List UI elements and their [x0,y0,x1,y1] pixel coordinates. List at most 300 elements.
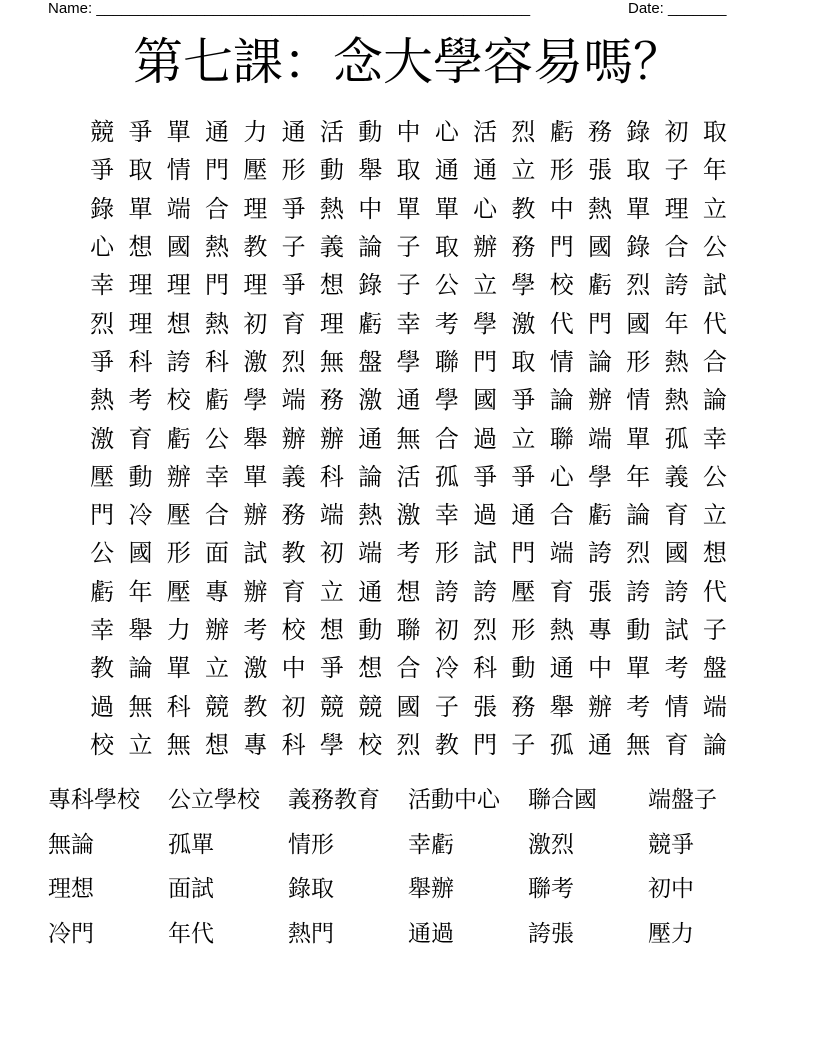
grid-cell[interactable]: 壓 [243,156,268,185]
grid-cell[interactable]: 公 [205,424,230,453]
grid-cell[interactable]: 考 [434,309,459,338]
grid-cell[interactable]: 舉 [128,616,153,644]
grid-cell[interactable]: 合 [396,654,421,683]
grid-cell[interactable]: 取 [434,233,459,262]
grid-cell[interactable]: 虧 [358,309,383,338]
grid-cell[interactable]: 情 [664,692,689,721]
grid-cell[interactable]: 門 [205,156,230,185]
grid-cell[interactable]: 舉 [549,692,574,721]
word-bank-item: 無論 [48,831,94,858]
grid-cell[interactable]: 情 [166,156,191,185]
grid-cell[interactable]: 幸 [434,501,459,530]
grid-cell[interactable]: 辦 [319,424,344,453]
grid-cell[interactable]: 立 [473,271,498,300]
grid-cell[interactable]: 門 [90,501,115,530]
grid-cell[interactable]: 單 [166,654,191,683]
grid-cell[interactable]: 初 [434,616,459,644]
grid-cell[interactable]: 虧 [90,577,115,606]
grid-cell[interactable]: 端 [358,539,383,568]
grid-cell[interactable]: 聯 [549,424,574,453]
grid-cell[interactable]: 想 [319,616,344,644]
grid-cell[interactable]: 考 [128,386,153,415]
grid-cell[interactable]: 育 [549,577,574,606]
grid-cell[interactable]: 合 [702,347,727,376]
grid-cell[interactable]: 形 [434,539,459,568]
grid-cell[interactable]: 國 [396,692,421,721]
grid-cell[interactable]: 端 [549,539,574,568]
grid-cell[interactable]: 心 [90,233,115,262]
grid-cell[interactable]: 科 [281,730,306,759]
grid-cell[interactable]: 立 [511,424,536,453]
grid-cell[interactable]: 辦 [588,386,612,415]
grid-cell[interactable]: 學 [473,309,498,338]
grid-cell[interactable]: 活 [396,462,421,491]
grid-cell[interactable]: 激 [396,501,421,530]
grid-cell[interactable]: 辦 [166,462,191,491]
grid-cell[interactable]: 年 [128,577,153,606]
grid-cell[interactable]: 校 [281,616,306,644]
grid-cell[interactable]: 情 [549,347,574,376]
grid-cell[interactable]: 熱 [90,386,115,415]
grid-cell[interactable]: 舉 [243,424,268,453]
grid-cell[interactable]: 義 [319,233,344,262]
grid-cell[interactable]: 心 [473,194,498,223]
grid-cell[interactable]: 虧 [549,118,574,147]
grid-cell[interactable]: 無 [396,424,421,453]
grid-cell[interactable]: 爭 [90,347,115,376]
grid-cell[interactable]: 子 [281,233,306,262]
grid-cell[interactable]: 單 [626,194,651,223]
word-bank-item: 孤單 [168,831,214,858]
grid-cell[interactable]: 義 [664,462,689,491]
grid-cell[interactable]: 公 [90,539,115,568]
grid-cell[interactable]: 公 [434,271,459,300]
grid-cell[interactable]: 論 [588,347,612,376]
grid-cell[interactable]: 形 [166,539,191,568]
grid-cell[interactable]: 動 [358,616,383,644]
grid-cell[interactable]: 舉 [358,156,383,185]
grid-cell[interactable]: 中 [549,194,574,223]
grid-cell[interactable]: 孤 [664,424,689,453]
grid-cell[interactable]: 激 [358,386,383,415]
word-bank-row [48,867,768,912]
grid-cell[interactable]: 虧 [588,271,612,300]
grid-cell[interactable]: 辦 [243,501,268,530]
grid-cell[interactable]: 單 [626,654,651,683]
grid-cell[interactable]: 張 [473,692,498,721]
grid-cell[interactable]: 論 [549,386,574,415]
grid-cell[interactable]: 熱 [588,194,612,223]
grid-cell[interactable]: 論 [702,730,727,759]
grid-cell[interactable]: 國 [664,539,689,568]
grid-cell[interactable]: 取 [626,156,651,185]
grid-cell[interactable]: 初 [281,692,306,721]
grid-cell[interactable]: 通 [588,730,612,759]
grid-cell[interactable]: 門 [473,347,498,376]
grid-cell[interactable]: 力 [243,118,268,147]
name-field-label: Name: ____________________________________________________ [48,0,531,17]
grid-cell[interactable]: 試 [664,616,689,644]
grid-cell[interactable]: 想 [396,577,421,606]
grid-cell[interactable]: 爭 [281,271,306,300]
grid-cell[interactable]: 烈 [626,271,651,300]
grid-cell[interactable]: 熱 [205,309,230,338]
grid-cell[interactable]: 理 [319,309,344,338]
grid-cell[interactable]: 中 [358,194,383,223]
grid-cell[interactable]: 學 [319,730,344,759]
grid-cell[interactable]: 形 [511,616,536,644]
grid-cell[interactable]: 爭 [319,654,344,683]
grid-cell[interactable]: 競 [205,692,230,721]
grid-row [83,228,735,266]
grid-cell[interactable]: 端 [319,501,344,530]
grid-cell[interactable]: 務 [511,692,536,721]
grid-cell[interactable]: 激 [243,347,268,376]
grid-cell[interactable]: 競 [358,692,383,721]
grid-cell[interactable]: 通 [434,156,459,185]
grid-cell[interactable]: 合 [205,194,230,223]
grid-cell[interactable]: 壓 [90,462,115,491]
grid-cell[interactable]: 代 [702,309,727,338]
grid-cell[interactable]: 聯 [434,347,459,376]
grid-cell[interactable]: 辦 [588,692,612,721]
grid-cell[interactable]: 通 [281,118,306,147]
grid-cell[interactable]: 熱 [549,616,574,644]
grid-cell[interactable]: 動 [626,616,651,644]
grid-cell[interactable]: 錄 [626,233,651,262]
grid-cell[interactable]: 育 [128,424,153,453]
grid-cell[interactable]: 教 [243,692,268,721]
grid-cell[interactable]: 國 [473,386,498,415]
grid-cell[interactable]: 初 [664,118,689,147]
grid-cell[interactable]: 教 [434,730,459,759]
grid-cell[interactable]: 公 [702,233,727,262]
grid-cell[interactable]: 務 [281,501,306,530]
grid-cell[interactable]: 學 [396,347,421,376]
grid-cell[interactable]: 學 [434,386,459,415]
grid-cell[interactable]: 端 [281,386,306,415]
grid-cell[interactable]: 代 [702,577,727,606]
grid-cell[interactable]: 育 [281,309,306,338]
grid-cell[interactable]: 形 [549,156,574,185]
grid-cell[interactable]: 考 [396,539,421,568]
grid-cell[interactable]: 激 [511,309,536,338]
grid-cell[interactable]: 立 [511,156,536,185]
grid-cell[interactable]: 爭 [511,462,536,491]
grid-cell[interactable]: 通 [549,654,574,683]
grid-cell[interactable]: 育 [664,730,689,759]
grid-cell[interactable]: 端 [702,692,727,721]
grid-cell[interactable]: 張 [588,156,612,185]
grid-cell[interactable]: 科 [473,654,498,683]
grid-cell[interactable]: 論 [702,386,727,415]
grid-cell[interactable]: 門 [473,730,498,759]
grid-cell[interactable]: 動 [319,156,344,185]
grid-cell[interactable]: 誇 [473,577,498,606]
grid-cell[interactable]: 壓 [166,577,191,606]
grid-cell[interactable]: 熱 [664,347,689,376]
grid-cell[interactable]: 初 [319,539,344,568]
grid-cell[interactable]: 爭 [511,386,536,415]
grid-cell[interactable]: 烈 [511,118,536,147]
grid-cell[interactable]: 通 [511,501,536,530]
grid-cell[interactable]: 誇 [664,271,689,300]
grid-cell[interactable]: 論 [626,501,651,530]
grid-cell[interactable]: 競 [90,118,115,147]
grid-cell[interactable]: 活 [319,118,344,147]
grid-row [83,266,735,304]
grid-cell[interactable]: 年 [626,462,651,491]
grid-cell[interactable]: 通 [358,424,383,453]
grid-cell[interactable]: 專 [205,577,230,606]
grid-cell[interactable]: 幸 [205,462,230,491]
grid-cell[interactable]: 盤 [702,654,727,683]
grid-cell[interactable]: 理 [128,271,153,300]
grid-cell[interactable]: 想 [358,654,383,683]
grid-cell[interactable]: 年 [702,156,727,185]
grid-cell[interactable]: 競 [319,692,344,721]
grid-cell[interactable]: 單 [434,194,459,223]
grid-cell[interactable]: 想 [702,539,727,568]
grid-cell[interactable]: 理 [243,271,268,300]
grid-cell[interactable]: 通 [396,386,421,415]
grid-cell[interactable]: 面 [205,539,230,568]
grid-cell[interactable]: 學 [511,271,536,300]
grid-cell[interactable]: 形 [281,156,306,185]
grid-cell[interactable]: 國 [128,539,153,568]
grid-cell[interactable]: 想 [319,271,344,300]
grid-cell[interactable]: 國 [626,309,651,338]
grid-cell[interactable]: 合 [549,501,574,530]
grid-cell[interactable]: 育 [281,577,306,606]
grid-cell[interactable]: 端 [166,194,191,223]
grid-cell[interactable]: 論 [358,233,383,262]
grid-cell[interactable]: 爭 [281,194,306,223]
grid-cell[interactable]: 通 [473,156,498,185]
grid-cell[interactable]: 子 [511,730,536,759]
grid-cell[interactable]: 誇 [166,347,191,376]
grid-cell[interactable]: 冷 [128,501,153,530]
grid-cell[interactable]: 誇 [626,577,651,606]
grid-cell[interactable]: 立 [702,194,727,223]
grid-cell[interactable]: 虧 [205,386,230,415]
grid-cell[interactable]: 理 [664,194,689,223]
grid-cell[interactable]: 誇 [664,577,689,606]
grid-cell[interactable]: 初 [243,309,268,338]
grid-cell[interactable]: 門 [205,271,230,300]
grid-cell[interactable]: 國 [588,233,612,262]
grid-cell[interactable]: 理 [243,194,268,223]
grid-cell[interactable]: 科 [128,347,153,376]
grid-cell[interactable]: 教 [243,233,268,262]
grid-cell[interactable]: 壓 [511,577,536,606]
grid-cell[interactable]: 虧 [588,501,612,530]
grid-cell[interactable]: 立 [128,730,153,759]
grid-cell[interactable]: 冷 [434,654,459,683]
grid-cell[interactable]: 單 [166,118,191,147]
grid-cell[interactable]: 門 [588,309,612,338]
grid-cell[interactable]: 年 [664,309,689,338]
grid-cell[interactable]: 子 [396,271,421,300]
grid-cell[interactable]: 辦 [473,233,498,262]
grid-cell[interactable]: 無 [626,730,651,759]
grid-cell[interactable]: 單 [396,194,421,223]
grid-cell[interactable]: 烈 [396,730,421,759]
grid-cell[interactable]: 盤 [358,347,383,376]
grid-cell[interactable]: 通 [205,118,230,147]
grid-cell[interactable]: 科 [166,692,191,721]
grid-cell[interactable]: 爭 [473,462,498,491]
grid-cell[interactable]: 烈 [281,347,306,376]
grid-cell[interactable]: 科 [205,347,230,376]
grid-cell[interactable]: 專 [243,730,268,759]
grid-cell[interactable]: 熱 [664,386,689,415]
grid-cell[interactable]: 考 [243,616,268,644]
grid-cell[interactable]: 校 [358,730,383,759]
grid-cell[interactable]: 取 [396,156,421,185]
grid-cell[interactable]: 通 [358,577,383,606]
grid-cell[interactable]: 動 [128,462,153,491]
grid-cell[interactable]: 錄 [358,271,383,300]
grid-cell[interactable]: 想 [166,309,191,338]
grid-row [83,381,735,419]
grid-cell[interactable]: 立 [205,654,230,683]
grid-cell[interactable]: 激 [90,424,115,453]
grid-cell[interactable]: 子 [664,156,689,185]
grid-cell[interactable]: 錄 [90,194,115,223]
grid-cell[interactable]: 熱 [205,233,230,262]
grid-cell[interactable]: 爭 [128,118,153,147]
grid-cell[interactable]: 無 [319,347,344,376]
grid-cell[interactable]: 教 [281,539,306,568]
grid-cell[interactable]: 壓 [166,501,191,530]
grid-cell[interactable]: 義 [281,462,306,491]
grid-cell[interactable]: 過 [473,501,498,530]
grid-cell[interactable]: 端 [588,424,612,453]
grid-cell[interactable]: 科 [319,462,344,491]
grid-cell[interactable]: 理 [128,309,153,338]
word-bank-item: 通過 [408,920,454,947]
grid-cell[interactable]: 校 [549,271,574,300]
grid-cell[interactable]: 中 [396,118,421,147]
grid-cell[interactable]: 熱 [319,194,344,223]
grid-cell[interactable]: 專 [588,616,612,644]
grid-cell[interactable]: 動 [511,654,536,683]
grid-cell[interactable]: 過 [90,692,115,721]
grid-cell[interactable]: 代 [549,309,574,338]
grid-cell[interactable]: 教 [90,654,115,683]
grid-cell[interactable]: 單 [243,462,268,491]
grid-cell[interactable]: 門 [511,539,536,568]
grid-cell[interactable]: 教 [511,194,536,223]
grid-cell[interactable]: 爭 [90,156,115,185]
grid-cell[interactable]: 論 [128,654,153,683]
grid-cell[interactable]: 心 [549,462,574,491]
grid-cell[interactable]: 辦 [205,616,230,644]
grid-cell[interactable]: 取 [702,118,727,147]
grid-cell[interactable]: 情 [626,386,651,415]
grid-cell[interactable]: 誇 [434,577,459,606]
grid-cell[interactable]: 孤 [434,462,459,491]
grid-cell[interactable]: 辦 [281,424,306,453]
grid-cell[interactable]: 立 [319,577,344,606]
grid-cell[interactable]: 國 [166,233,191,262]
grid-cell[interactable]: 形 [626,347,651,376]
grid-cell[interactable]: 烈 [90,309,115,338]
grid-cell[interactable]: 力 [166,616,191,644]
grid-cell[interactable]: 幸 [90,616,115,644]
grid-cell[interactable]: 考 [664,654,689,683]
grid-cell[interactable]: 中 [588,654,612,683]
grid-cell[interactable]: 校 [90,730,115,759]
word-bank-item: 端盤子 [648,787,717,814]
grid-cell[interactable]: 子 [702,616,727,644]
grid-cell[interactable]: 單 [626,424,651,453]
grid-cell[interactable]: 取 [511,347,536,376]
grid-cell[interactable]: 烈 [473,616,498,644]
grid-cell[interactable]: 中 [281,654,306,683]
grid-cell[interactable]: 理 [166,271,191,300]
grid-cell[interactable]: 試 [473,539,498,568]
grid-cell[interactable]: 熱 [358,501,383,530]
grid-cell[interactable]: 活 [473,118,498,147]
grid-cell[interactable]: 子 [434,692,459,721]
grid-cell[interactable]: 幸 [396,309,421,338]
grid-cell[interactable]: 想 [205,730,230,759]
grid-row [83,649,735,687]
grid-cell[interactable]: 校 [166,386,191,415]
grid-cell[interactable]: 公 [702,462,727,491]
grid-cell[interactable]: 考 [626,692,651,721]
grid-cell[interactable]: 論 [358,462,383,491]
grid-cell[interactable]: 過 [473,424,498,453]
grid-cell[interactable]: 辦 [243,577,268,606]
grid-cell[interactable]: 烈 [626,539,651,568]
grid-cell[interactable]: 錄 [626,118,651,147]
grid-cell[interactable]: 試 [243,539,268,568]
grid-cell[interactable]: 張 [588,577,612,606]
grid-cell[interactable]: 育 [664,501,689,530]
grid-cell[interactable]: 單 [128,194,153,223]
grid-cell[interactable]: 取 [128,156,153,185]
grid-cell[interactable]: 無 [166,730,191,759]
grid-cell[interactable]: 聯 [396,616,421,644]
grid-cell[interactable]: 學 [243,386,268,415]
grid-cell[interactable]: 孤 [549,730,574,759]
grid-cell[interactable]: 試 [702,271,727,300]
grid-row [83,190,735,228]
grid-cell[interactable]: 門 [549,233,574,262]
grid-cell[interactable]: 虧 [166,424,191,453]
grid-cell[interactable]: 激 [243,654,268,683]
grid-cell[interactable]: 無 [128,692,153,721]
grid-cell[interactable]: 動 [358,118,383,147]
grid-cell[interactable]: 子 [396,233,421,262]
grid-cell[interactable]: 合 [664,233,689,262]
grid-cell[interactable]: 學 [588,462,612,491]
grid-cell[interactable]: 誇 [588,539,612,568]
grid-cell[interactable]: 心 [434,118,459,147]
grid-cell[interactable]: 立 [702,501,727,530]
grid-cell[interactable]: 合 [434,424,459,453]
grid-cell[interactable]: 幸 [90,271,115,300]
grid-cell[interactable]: 幸 [702,424,727,453]
grid-cell[interactable]: 務 [588,118,612,147]
grid-cell[interactable]: 想 [128,233,153,262]
grid-cell[interactable]: 務 [511,233,536,262]
grid-cell[interactable]: 務 [319,386,344,415]
grid-cell[interactable]: 合 [205,501,230,530]
